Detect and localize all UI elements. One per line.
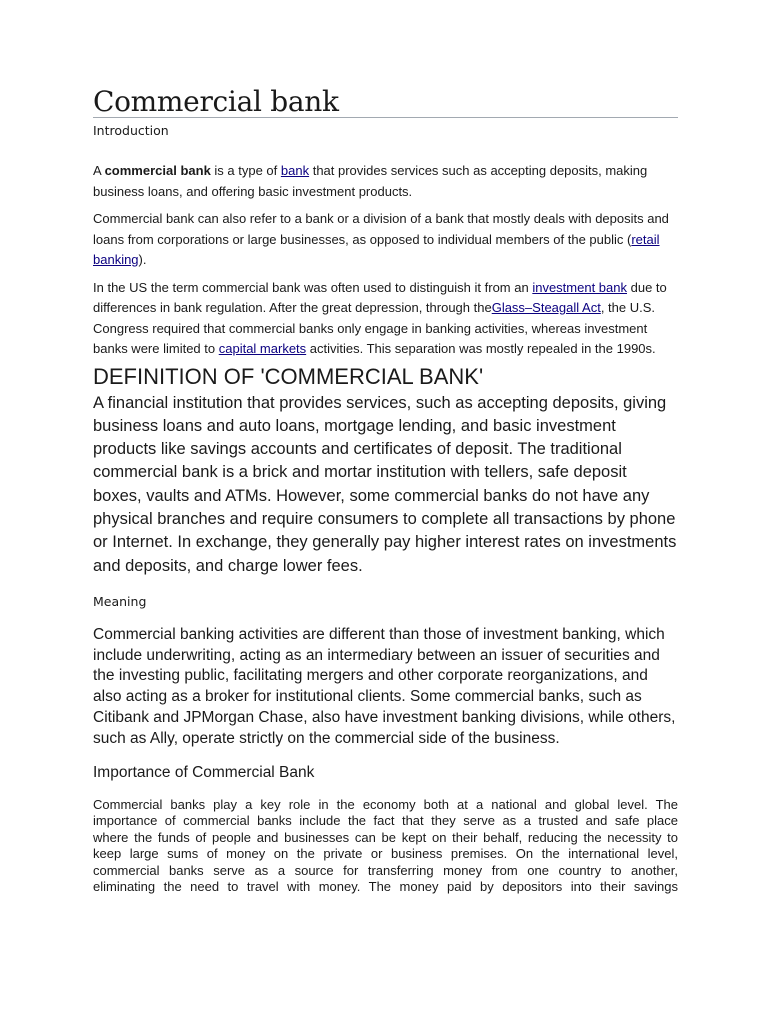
link-capital-markets[interactable]: capital markets bbox=[218, 341, 307, 356]
text-run: activities. This separation was mostly repealed in the 1990s. bbox=[306, 341, 656, 356]
importance-line: importance of commercial banks include the fact that they serve as a trusted and safe place bbox=[93, 813, 678, 829]
importance-paragraph bbox=[93, 797, 678, 896]
text-run: , the U.S. Congress required that commercial banks only engage in banking activities, whereas investment banks were limited to bbox=[93, 300, 656, 356]
intro-paragraph-2 bbox=[93, 209, 678, 271]
text-run: that provides services such as accepting deposits, making business loans, and offering basic investment products. bbox=[93, 163, 648, 199]
text-run: is a type of bbox=[210, 163, 281, 178]
importance-line: commercial banks serve as a source for transferring money from one country to another, bbox=[93, 862, 678, 878]
document-page bbox=[93, 84, 678, 896]
link-investment-bank[interactable]: investment bank bbox=[532, 279, 627, 295]
link-bank[interactable]: bank bbox=[280, 163, 310, 178]
importance-heading: Importance of Commercial Bank bbox=[93, 763, 315, 781]
text-run: due to differences in bank regulation. After the great depression, through the bbox=[93, 279, 667, 315]
link-glass-steagall-act[interactable]: Glass–Steagall Act bbox=[491, 300, 601, 315]
text-run: A bbox=[93, 163, 105, 178]
intro-paragraph-3 bbox=[93, 278, 678, 360]
meaning-paragraph: Commercial banking activities are different than those of investment banking, which include underwriting, acting as an intermediary between an issuer of securities and the investing public, facilitating mergers and other corporate reorganizations, and also acting as a broker for institutional clients. Some commercial banks, such as Citibank and JPMorgan Chase, also have investment banking divisions, while others, such as Ally, operate strictly on the commercial side of the business. bbox=[93, 625, 676, 747]
introduction-label: Introduction bbox=[93, 123, 169, 138]
intro-paragraph-1 bbox=[93, 161, 678, 202]
page-title: Commercial bank bbox=[93, 84, 678, 118]
definition-heading: DEFINITION OF 'COMMERCIAL BANK' bbox=[93, 363, 484, 389]
bold-term: commercial bank bbox=[104, 163, 211, 178]
importance-line: where the funds of people and businesses can be kept on their behalf, reducing the necessity to bbox=[93, 829, 678, 845]
meaning-label: Meaning bbox=[93, 593, 147, 609]
definition-paragraph: A financial institution that provides services, such as accepting deposits, giving business loans and auto loans, mortgage lending, and basic investment products like savings accounts and certificates of deposit. The traditional commercial bank is a brick and mortar institution with tellers, safe deposit boxes, vaults and ATMs. However, some commercial banks do not have any physical branches and require consumers to complete all transactions by phone or Internet. In exchange, they generally pay higher interest rates on investments and deposits, and charge lower fees. bbox=[93, 393, 677, 575]
text-run: ). bbox=[138, 252, 147, 267]
importance-line: keep large sums of money on the private or business premises. On the international level, bbox=[93, 846, 678, 862]
importance-line: eliminating the need to travel with money. The money paid by depositors into their savings bbox=[93, 879, 678, 895]
text-run: In the US the term commercial bank was often used to distinguish it from an bbox=[93, 279, 533, 295]
link-retail-banking[interactable]: retail banking bbox=[93, 231, 660, 267]
importance-line: Commercial banks play a key role in the economy both at a national and global level. The bbox=[93, 796, 678, 812]
text-run: Commercial bank can also refer to a bank or a division of a bank that mostly deals with deposits and loans from corporations or large businesses, as opposed to individual members of the public ( bbox=[93, 211, 669, 247]
